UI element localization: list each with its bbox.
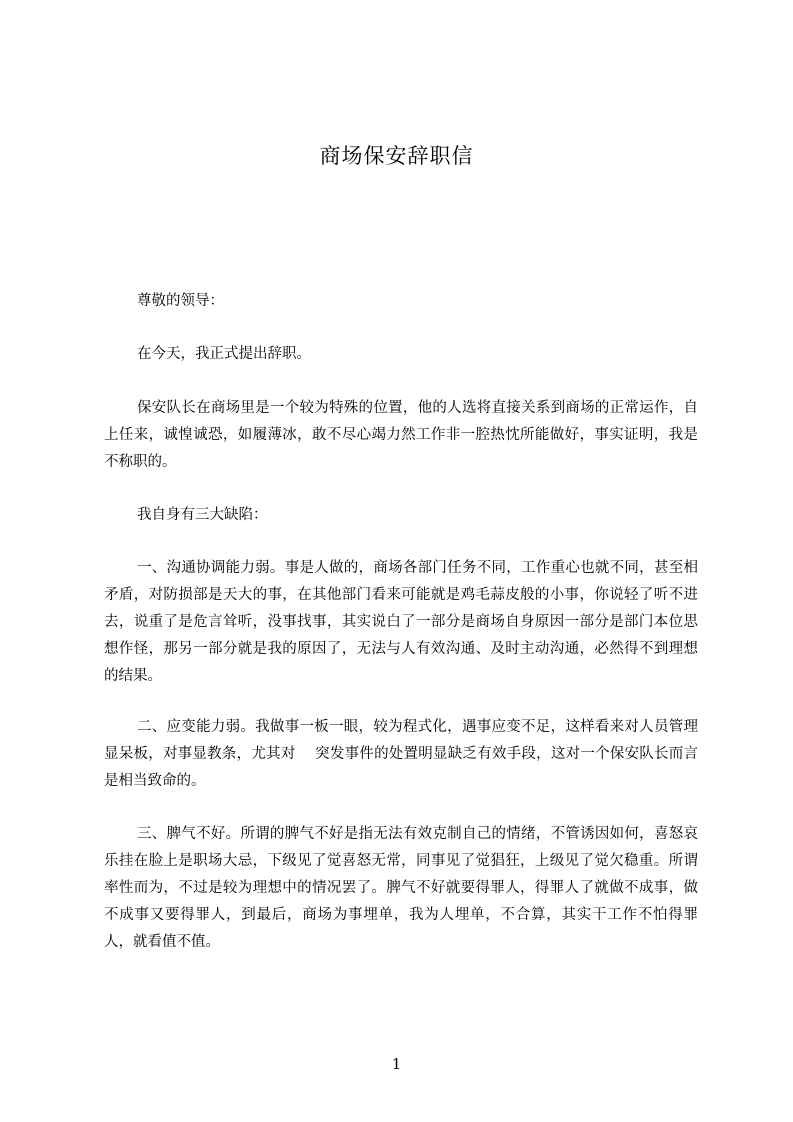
paragraph-shortcoming-temper: 三、脾气不好。所谓的脾气不好是指无法有效克制自己的情绪，不管诱因如何，喜怒哀乐挂在脸上是职场大忌，下级见了觉喜怒无常，同事见了觉猖狂，上级见了觉欠稳重。所谓率性而为，不过是较为理想中的情况罢了。脾气不好就要得罪人，得罪人了就做不成事，做不成事又要得罪人，到最后，商场为事埋单，我为人埋单，不合算，其实干工作不怕得罪人，就看值不值。 — [104, 826, 698, 950]
document-title: 商场保安辞职信 — [319, 144, 474, 168]
paragraph-resignation-statement: 在今天，我正式提出辞职。 — [137, 346, 311, 362]
paragraph-shortcoming-communication: 一、沟通协调能力弱。事是人做的，商场各部门任务不同，工作重心也就不同，甚至相矛盾，对防损部是天大的事，在其他部门看来可能就是鸡毛蒜皮般的小事，你说轻了听不进去，说重了是危言耸听，没事找事，其实说白了一部分是商场自身原因一部分是部门本位思想作怪，那另一部分就是我的原因了，无法与人有效沟通、及时主动沟通，必然得不到理想的结果。 — [104, 560, 698, 684]
salutation: 尊敬的领导： — [137, 293, 224, 309]
page-number: 1 — [391, 1055, 402, 1073]
paragraph-shortcoming-adaptability: 二、应变能力弱。我做事一板一眼，较为程式化，遇事应变不足，这样看来对人员管理显呆板，对事显教条，尤其对 突发事件的处置明显缺乏有效手段，这对一个保安队长而言是相当致命的。 — [104, 719, 698, 789]
paragraph-position-description: 保安队长在商场里是一个较为特殊的位置，他的人选将直接关系到商场的正常运作，自上任来，诚惶诚恐，如履薄冰，敢不尽心竭力然工作非一腔热忱所能做好，事实证明，我是不称职的。 — [104, 400, 698, 470]
paragraph-shortcomings-intro: 我自身有三大缺陷： — [137, 507, 268, 523]
